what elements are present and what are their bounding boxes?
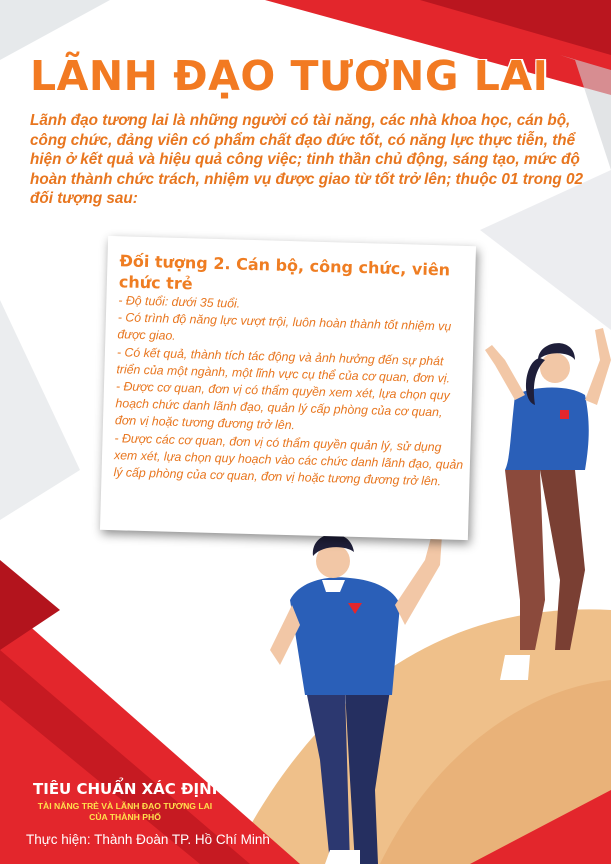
left-grey-shape (0, 300, 80, 520)
footer-subtitle: TÀI NĂNG TRẺ VÀ LÃNH ĐẠO TƯƠNG LAI CỦA THÀNH PHỐ (37, 801, 213, 822)
poster-title: LÃNH ĐẠO TƯƠNG LAI (30, 52, 549, 100)
criteria-item-age: - Độ tuổi: dưới 35 tuổi. (118, 293, 241, 311)
top-left-grey-shape (0, 0, 110, 60)
criteria-item-planning: - Được cơ quan, đơn vị có thẩm quyền xem xét, lựa chọn quy hoạch chức danh lãnh đạo, quản lý cấp phòng của cơ quan, đơn vị hoặc tương đương trở lên. (114, 379, 450, 433)
footer-credit: Thực hiện: Thành Đoàn TP. Hồ Chí Minh (26, 832, 270, 847)
criteria-card (100, 236, 476, 540)
card-title: Đối tượng 2. Cán bộ, công chức, viên chức trẻ (118, 251, 451, 294)
footer-title: TIÊU CHUẨN XÁC ĐỊNH (33, 780, 225, 798)
intro-paragraph: Lãnh đạo tương lai là những người có tài năng, các nhà khoa học, cán bộ, công chức, đảng viên có phẩm chất đạo đức tốt, có năng lực thực tiễn, thể hiện ở kết quả và hiệu quả công việc; tinh thần chủ động, sáng tạo, mức độ hoàn thành chức trách, nhiệm vụ được giao từ tốt trở lên; thuộc 01 trong 02 đối tượng sau: (30, 112, 584, 207)
criteria-item-achievement: - Có kết quả, thành tích tác động và ảnh hưởng đến sự phát triển của một ngành, một lĩnh vực cụ thể của cơ quan, đơn vị. (116, 344, 451, 386)
criteria-item-capability: - Có trình độ năng lực vượt trội, luôn hoàn thành tốt nhiệm vụ được giao. (117, 310, 452, 344)
criteria-list (113, 292, 468, 491)
criteria-item-selection: - Được các cơ quan, đơn vị có thẩm quyền quản lý, sử dụng xem xét, lựa chọn quy hoạch vào các chức danh lãnh đạo, quản lý cấp phòng của cơ quan, đơn vị hoặc tương đương trở lên. (113, 430, 464, 489)
